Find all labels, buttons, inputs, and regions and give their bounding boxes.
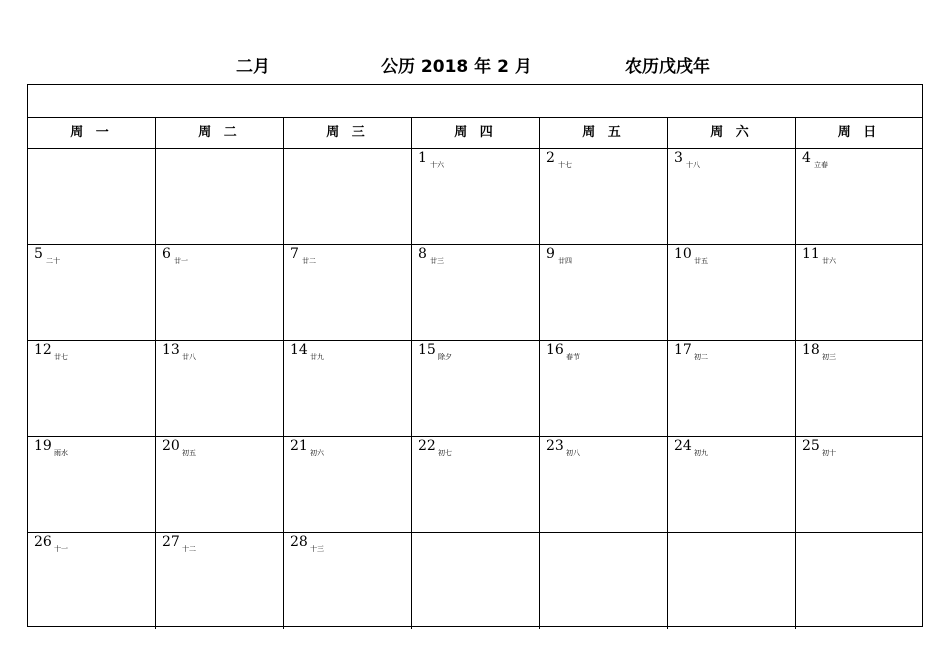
day-cell: [796, 149, 922, 244]
lunar-day-label: 雨水: [54, 449, 68, 457]
lunar-day-label: 廿六: [822, 257, 836, 265]
weekday-label: 周 一: [28, 118, 156, 148]
day-number: 15: [418, 342, 436, 358]
weekday-label: 周 四: [412, 118, 540, 148]
day-number: 10: [674, 246, 692, 262]
calendar-header: [0, 52, 950, 80]
lunar-year-title: 农历戊戌年: [625, 57, 710, 77]
lunar-day-label: 廿五: [694, 257, 708, 265]
day-cell: [796, 341, 922, 436]
lunar-day-label: 十一: [54, 545, 68, 553]
day-number: 7: [290, 246, 299, 262]
lunar-day-label: 十三: [310, 545, 324, 553]
lunar-day-label: 二十: [46, 257, 60, 265]
day-number: 20: [162, 438, 180, 454]
lunar-day-label: 廿三: [430, 257, 444, 265]
day-number: 3: [674, 150, 683, 166]
day-number: 8: [418, 246, 427, 262]
lunar-day-label: 廿二: [302, 257, 316, 265]
weekday-label: 周 六: [668, 118, 796, 148]
day-number: 17: [674, 342, 692, 358]
day-cell: [28, 341, 156, 436]
day-cell: [540, 245, 668, 340]
day-cell: [284, 245, 412, 340]
day-cell: [412, 341, 540, 436]
lunar-day-label: 初七: [438, 449, 452, 457]
weekday-label: 周 三: [284, 118, 412, 148]
day-cell: [540, 533, 668, 629]
lunar-day-label: 初二: [694, 353, 708, 361]
lunar-day-label: 廿四: [558, 257, 572, 265]
week-row: [28, 245, 922, 341]
lunar-day-label: 十七: [558, 161, 572, 169]
calendar-grid: [28, 149, 922, 626]
week-row: [28, 149, 922, 245]
weekday-label: 周 五: [540, 118, 668, 148]
weekday-label: 周 日: [837, 125, 881, 140]
day-cell: [668, 341, 796, 436]
day-cell: [540, 341, 668, 436]
day-number: 28: [290, 534, 308, 550]
lunar-day-label: 十二: [182, 545, 196, 553]
day-cell: [796, 437, 922, 532]
day-cell: [284, 149, 412, 244]
day-cell: [668, 149, 796, 244]
day-cell: [412, 437, 540, 532]
lunar-day-label: 初九: [694, 449, 708, 457]
day-cell: [412, 245, 540, 340]
day-cell: [156, 341, 284, 436]
day-cell: [28, 437, 156, 532]
solar-date-title: 公历 2018 年 2 月: [381, 57, 532, 77]
day-number: 22: [418, 438, 436, 454]
lunar-day-label: 春节: [566, 353, 580, 361]
lunar-day-label: 十八: [686, 161, 700, 169]
day-cell: [156, 533, 284, 629]
day-cell: [668, 437, 796, 532]
week-row: [28, 437, 922, 533]
lunar-day-label: 初六: [310, 449, 324, 457]
day-number: 13: [162, 342, 180, 358]
day-cell: [796, 533, 922, 629]
day-number: 16: [546, 342, 564, 358]
day-cell: [540, 149, 668, 244]
day-cell: [156, 437, 284, 532]
calendar-table: [27, 84, 923, 627]
weekday-label: 周 二: [156, 118, 284, 148]
day-number: 14: [290, 342, 308, 358]
lunar-day-label: 廿八: [182, 353, 196, 361]
day-cell: [540, 437, 668, 532]
lunar-day-label: 初八: [566, 449, 580, 457]
lunar-day-label: 初五: [182, 449, 196, 457]
day-number: 6: [162, 246, 171, 262]
lunar-day-label: 除夕: [438, 353, 452, 361]
day-cell: [284, 533, 412, 629]
day-cell: [156, 149, 284, 244]
day-cell: [28, 533, 156, 629]
week-row: [28, 341, 922, 437]
day-cell: [412, 149, 540, 244]
day-number: 5: [34, 246, 43, 262]
day-number: 24: [674, 438, 692, 454]
day-number: 27: [162, 534, 180, 550]
weekday-header-row: [28, 118, 922, 149]
day-number: 1: [418, 150, 427, 166]
day-cell: [796, 245, 922, 340]
lunar-day-label: 立春: [814, 161, 828, 169]
day-number: 21: [290, 438, 308, 454]
lunar-day-label: 廿七: [54, 353, 68, 361]
day-cell: [284, 341, 412, 436]
week-row: [28, 533, 922, 629]
day-number: 18: [802, 342, 820, 358]
day-cell: [412, 533, 540, 629]
day-number: 25: [802, 438, 820, 454]
lunar-day-label: 廿九: [310, 353, 324, 361]
day-cell: [28, 245, 156, 340]
day-number: 2: [546, 150, 555, 166]
day-number: 4: [802, 150, 811, 166]
lunar-day-label: 十六: [430, 161, 444, 169]
lunar-day-label: 初三: [822, 353, 836, 361]
day-number: 23: [546, 438, 564, 454]
day-cell: [284, 437, 412, 532]
day-number: 11: [802, 246, 820, 262]
day-number: 19: [34, 438, 52, 454]
day-cell: [668, 245, 796, 340]
lunar-day-label: 廿一: [174, 257, 188, 265]
day-cell: [668, 533, 796, 629]
day-cell: [28, 149, 156, 244]
month-title: 二月: [236, 57, 270, 77]
day-number: 26: [34, 534, 52, 550]
blank-header-row: [28, 85, 922, 118]
day-cell: [156, 245, 284, 340]
lunar-day-label: 初十: [822, 449, 836, 457]
day-number: 9: [546, 246, 555, 262]
day-number: 12: [34, 342, 52, 358]
